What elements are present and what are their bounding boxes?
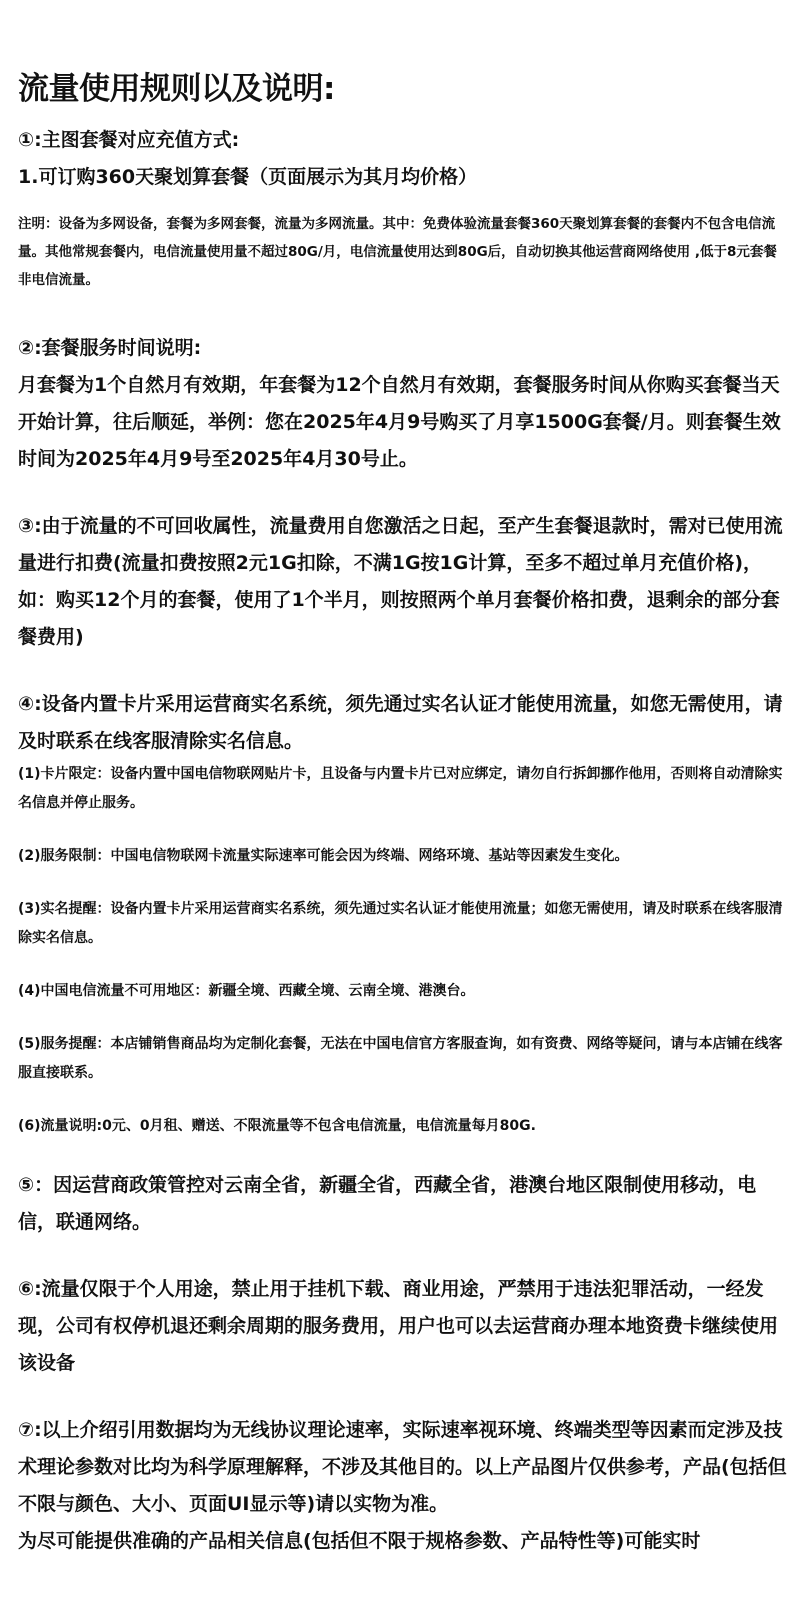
section-4-item: (1)卡片限定：设备内置中国电信物联网贴片卡，且设备与内置卡片已对应绑定，请勿自行拆卸挪作他用，否则将自动清除实名信息并停止服务。 xyxy=(18,766,783,811)
section-6 xyxy=(18,1271,788,1382)
section-7-cut-line: 为尽可能提供准确的产品相关信息(包括但不限于规格参数、产品特性等)可能实时 xyxy=(18,1530,701,1552)
section-2 xyxy=(18,330,788,478)
section-3 xyxy=(18,508,788,656)
section-4-item: (2)服务限制：中国电信物联网卡流量实际速率可能会因为终端、网络环境、基站等因素发生变化。 xyxy=(18,848,629,864)
section-4-item: (3)实名提醒：设备内置卡片采用运营商实名系统，须先通过实名认证才能使用流量；如您无需使用，请及时联系在线客服清除实名信息。 xyxy=(18,901,783,946)
section-1-line: 1.可订购360天聚划算套餐（页面展示为其月均价格） xyxy=(18,166,478,188)
section-7-body: ⑦:以上介绍引用数据均为无线协议理论速率，实际速率视环境、终端类型等因素而定涉及技术理论参数对比均为科学原理解释，不涉及其他目的。以上产品图片仅供参考，产品(包括但不限与颜色、大小、页面UI显示等)请以实物为准。 xyxy=(18,1419,787,1515)
section-4-item: (6)流量说明:0元、0月租、赠送、不限流量等不包含电信流量，电信流量每月80G. xyxy=(18,1118,536,1134)
section-3-body: ③:由于流量的不可回收属性，流量费用自您激活之日起，至产生套餐退款时，需对已使用流量进行扣费(流量扣费按照2元1G扣除，不满1G按1G计算，至多不超过单月充值价格)，如：购买12个月的套餐，使用了1个半月，则按照两个单月套餐价格扣费，退剩余的部分套餐费用) xyxy=(18,515,783,648)
section-4-item: (4)中国电信流量不可用地区：新疆全境、西藏全境、云南全境、港澳台。 xyxy=(18,983,475,999)
section-1-note: 注明：设备为多网设备，套餐为多网套餐，流量为多网流量。其中：免费体验流量套餐360天聚划算套餐的套餐内不包含电信流量。其他常规套餐内，电信流量使用量不超过80G/月，电信流量使用达到80G后，自动切换其他运营商网络使用 ,低于8元套餐非电信流量。 xyxy=(18,216,777,288)
section-1-heading: ①:主图套餐对应充值方式: xyxy=(18,129,240,151)
section-4-body: ④:设备内置卡片采用运营商实名系统，须先通过实名认证才能使用流量，如您无需使用，请及时联系在线客服清除实名信息。 xyxy=(18,693,783,752)
section-4 xyxy=(18,686,788,1141)
section-4-item: (5)服务提醒：本店铺销售商品均为定制化套餐，无法在中国电信官方客服查询，如有资费、网络等疑问，请与本店铺在线客服直接联系。 xyxy=(18,1036,783,1081)
section-5-body: ⑤：因运营商政策管控对云南全省，新疆全省，西藏全省，港澳台地区限制使用移动，电信，联通网络。 xyxy=(18,1174,757,1233)
page-title: 流量使用规则以及说明: xyxy=(18,71,335,107)
rules-document xyxy=(18,66,788,1560)
section-6-body: ⑥:流量仅限于个人用途，禁止用于挂机下载、商业用途，严禁用于违法犯罪活动，一经发现，公司有权停机退还剩余周期的服务费用，用户也可以去运营商办理本地资费卡继续使用该设备 xyxy=(18,1278,779,1374)
section-2-heading: ②:套餐服务时间说明: xyxy=(18,337,202,359)
section-7 xyxy=(18,1412,788,1560)
section-1 xyxy=(18,122,788,294)
section-2-body: 月套餐为1个自然月有效期，年套餐为12个自然月有效期，套餐服务时间从你购买套餐当天开始计算，往后顺延，举例：您在2025年4月9号购买了月享1500G套餐/月。则套餐生效时间为2025年4月9号至2025年4月30号止。 xyxy=(18,374,781,470)
section-5 xyxy=(18,1167,788,1241)
